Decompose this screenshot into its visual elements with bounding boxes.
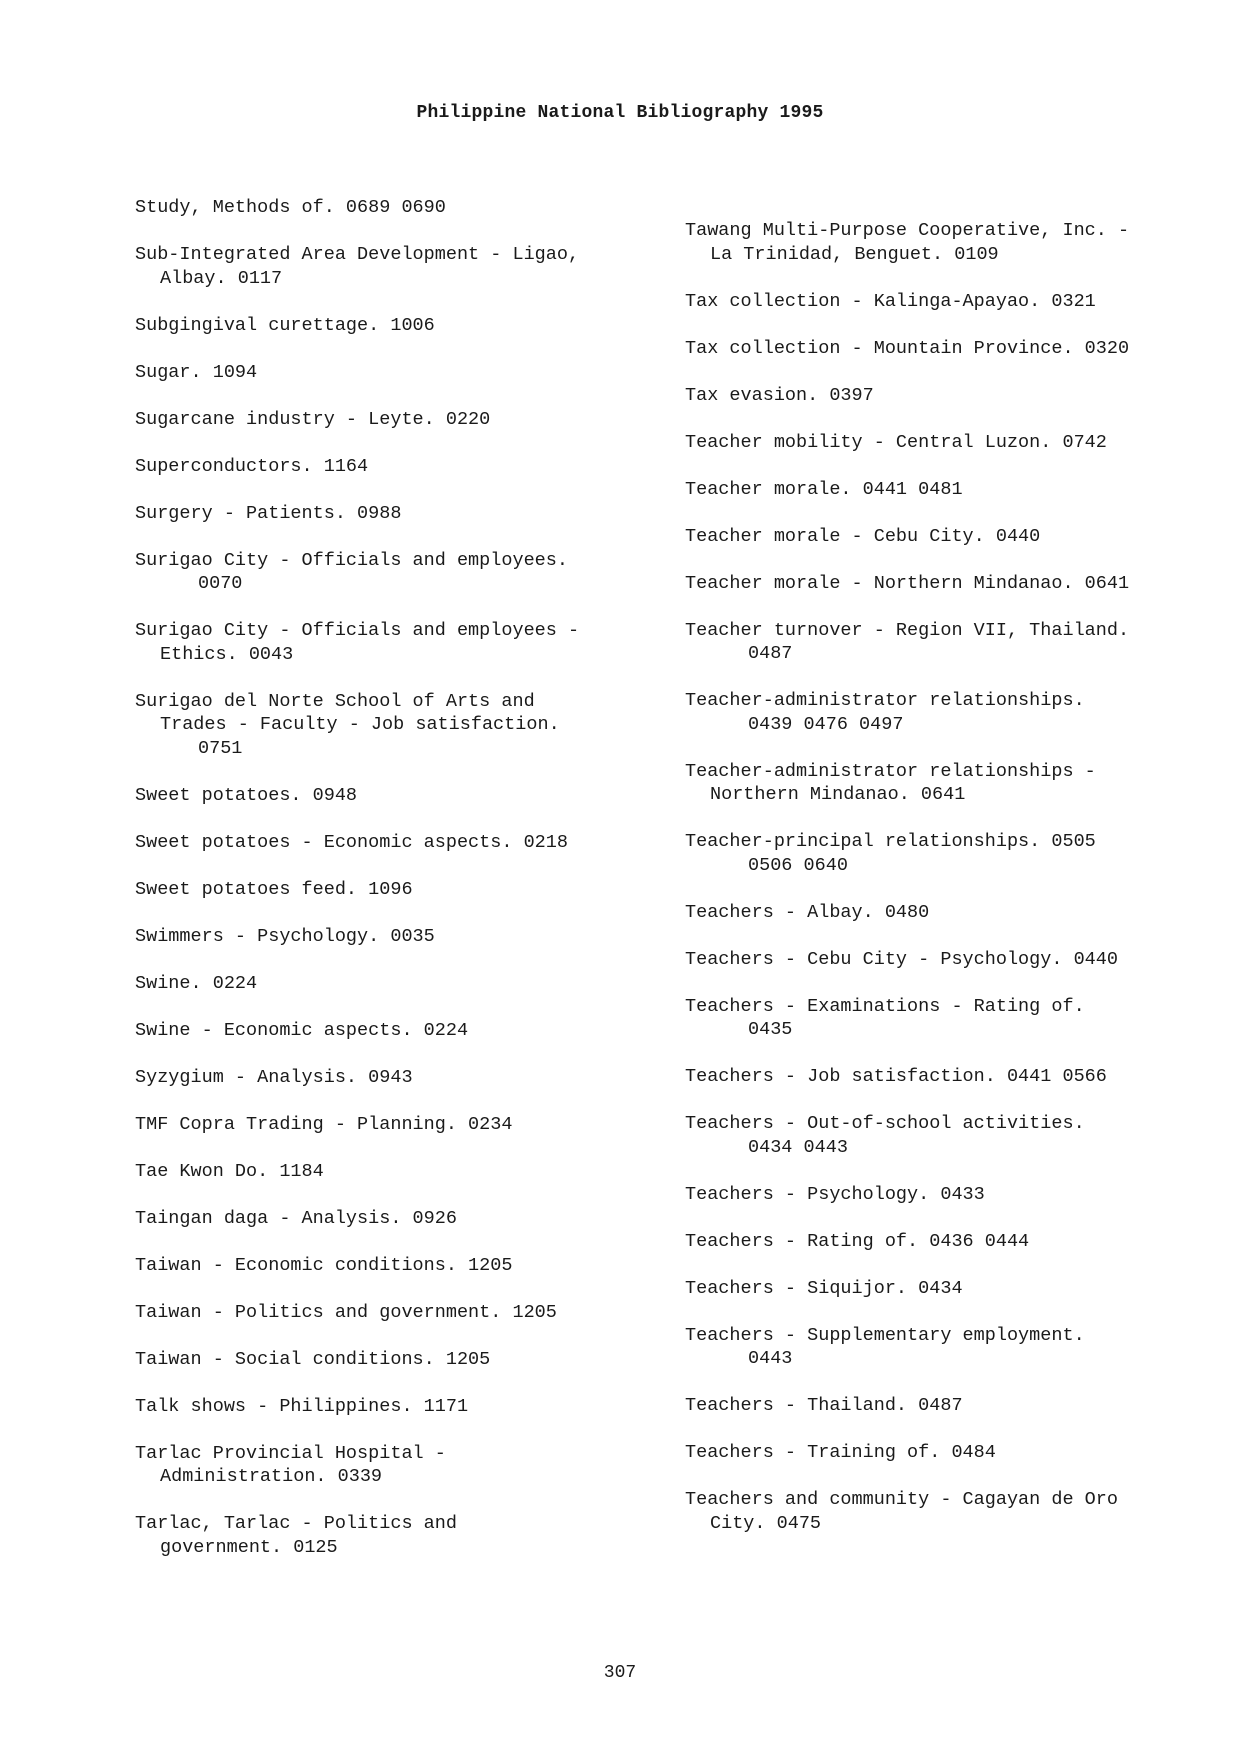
index-entry (135, 314, 655, 338)
index-entry (685, 1277, 1205, 1301)
index-entry (135, 1113, 655, 1137)
index-entry (685, 572, 1205, 596)
index-entry (135, 972, 655, 996)
index-entry (685, 1230, 1205, 1254)
index-entry (685, 1183, 1205, 1207)
index-entry (135, 784, 655, 808)
index-entry-line: Sweet potatoes feed. 1096 (135, 878, 413, 900)
index-entry (685, 689, 1205, 736)
index-entry-line: Tarlac Provincial Hospital - (135, 1442, 446, 1464)
index-entry-line: Teachers - Job satisfaction. 0441 0566 (685, 1066, 1107, 1087)
index-entry (135, 1512, 655, 1559)
index-entry (685, 1065, 1205, 1089)
index-entry-line: Teachers - Albay. 0480 (685, 901, 930, 923)
page-title: Philippine National Bibliography 1995 (416, 103, 824, 123)
index-entry-line: Teacher turnover - Region VII, Thailand. (685, 619, 1130, 641)
index-entry-line: Taiwan - Politics and government. 1205 (135, 1301, 557, 1323)
index-entry-line: government. 0125 (160, 1536, 338, 1558)
index-entry-line: Teachers - Psychology. 0433 (685, 1183, 985, 1205)
index-entry (685, 219, 1205, 266)
index-entry (135, 361, 655, 385)
index-entry-line: Taingan daga - Analysis. 0926 (135, 1207, 457, 1229)
index-entry (135, 831, 655, 855)
index-entry-line: Teachers - Rating of. 0436 0444 (685, 1230, 1030, 1252)
index-entry-line: Study, Methods of. 0689 0690 (135, 197, 446, 218)
index-entry-line: Superconductors. 1164 (135, 455, 369, 477)
index-entry-line: Teacher-administrator relationships. (685, 690, 1085, 711)
index-entry (685, 337, 1205, 361)
index-entry-line: Teachers and community - Cagayan de Oro (685, 1489, 1118, 1510)
index-entry-line: Teacher mobility - Central Luzon. 0742 (685, 431, 1107, 453)
index-entry (135, 408, 655, 432)
index-entry-line: Teachers - Examinations - Rating of. (685, 995, 1085, 1017)
index-entry (135, 1019, 655, 1043)
index-entry-line: 0506 0640 (748, 854, 848, 876)
index-entry (135, 878, 655, 902)
index-entry-line: Syzygium - Analysis. 0943 (135, 1066, 413, 1088)
index-entry (135, 1301, 655, 1325)
index-entry-line: Teacher-administrator relationships - (685, 760, 1096, 782)
index-entry-line: Talk shows - Philippines. 1171 (135, 1395, 469, 1417)
index-entry (685, 290, 1205, 314)
index-entry-line: Sugarcane industry - Leyte. 0220 (135, 408, 491, 430)
index-entry-line: Taiwan - Economic conditions. 1205 (135, 1254, 513, 1276)
index-entry (685, 1324, 1205, 1371)
index-entry (135, 549, 655, 596)
index-entry-line: 0487 (748, 643, 793, 664)
index-entry (685, 431, 1205, 455)
index-entry (685, 1441, 1205, 1465)
index-entry (135, 196, 655, 220)
index-entry-line: TMF Copra Trading - Planning. 0234 (135, 1113, 513, 1135)
index-entry (685, 478, 1205, 502)
index-entry (135, 925, 655, 949)
index-entry-line: Teachers - Training of. 0484 (685, 1442, 996, 1463)
index-entry (135, 619, 655, 666)
index-entry (685, 1394, 1205, 1418)
index-entry (685, 1488, 1205, 1535)
index-entry-line: Ethics. 0043 (160, 643, 294, 665)
index-entry (685, 901, 1205, 925)
index-entry (685, 830, 1205, 877)
index-entry-line: Teacher morale - Cebu City. 0440 (685, 525, 1041, 547)
index-entry (135, 1395, 655, 1419)
index-entry-line: 0434 0443 (748, 1136, 848, 1158)
index-entry (685, 384, 1205, 408)
index-entry (135, 1066, 655, 1090)
index-entry-line: Sub-Integrated Area Development - Ligao, (135, 244, 580, 265)
index-entry-line: Sweet potatoes. 0948 (135, 784, 358, 806)
index-entry (685, 525, 1205, 549)
index-entry-line: 0435 (748, 1019, 793, 1040)
index-entry (685, 1112, 1205, 1159)
index-entry-line: City. 0475 (710, 1512, 822, 1534)
index-entry-line: Teachers - Thailand. 0487 (685, 1395, 963, 1416)
index-entry-line: Surgery - Patients. 0988 (135, 502, 402, 524)
index-entry-line: Teachers - Cebu City - Psychology. 0440 (685, 948, 1118, 970)
index-entry (135, 243, 655, 290)
index-entry-line: Northern Mindanao. 0641 (710, 784, 966, 805)
index-entry-line: 0439 0476 0497 (748, 713, 904, 735)
index-entry-line: Tax collection - Kalinga-Apayao. 0321 (685, 290, 1096, 312)
index-entry (135, 1207, 655, 1231)
index-column-left (135, 196, 655, 1583)
index-entry (685, 760, 1205, 807)
index-entry-line: Surigao City - Officials and employees. (135, 549, 568, 571)
index-entry (135, 455, 655, 479)
index-entry-line: 0443 (748, 1348, 793, 1369)
index-entry-line: Teacher-principal relationships. 0505 (685, 831, 1096, 852)
index-entry-line: Teachers - Siquijor. 0434 (685, 1277, 963, 1299)
index-entry-line: Swimmers - Psychology. 0035 (135, 925, 435, 947)
index-entry (135, 1160, 655, 1184)
index-entry-line: Surigao City - Officials and employees - (135, 620, 580, 641)
index-entry (685, 948, 1205, 972)
index-entry-line: Sweet potatoes - Economic aspects. 0218 (135, 831, 568, 853)
index-entry-line: Teacher morale. 0441 0481 (685, 478, 963, 500)
index-entry (135, 690, 655, 761)
index-entry-line: Teacher morale - Northern Mindanao. 0641 (685, 572, 1130, 594)
index-entry-line: 0070 (198, 573, 243, 594)
index-entry-line: Tawang Multi-Purpose Cooperative, Inc. - (685, 220, 1130, 241)
index-entry-line: La Trinidad, Benguet. 0109 (710, 243, 999, 265)
index-entry-line: Taiwan - Social conditions. 1205 (135, 1348, 491, 1370)
index-entry-line: Sugar. 1094 (135, 361, 258, 383)
index-entry-line: Teachers - Supplementary employment. (685, 1324, 1085, 1346)
index-entry-line: Subgingival curettage. 1006 (135, 314, 435, 336)
index-entry (135, 502, 655, 526)
index-entry-line: Tae Kwon Do. 1184 (135, 1160, 324, 1182)
index-entry-line: Swine - Economic aspects. 0224 (135, 1019, 469, 1041)
index-entry (685, 995, 1205, 1042)
index-entry-line: Albay. 0117 (160, 267, 283, 289)
index-column-right (685, 219, 1205, 1559)
index-entry-line: Trades - Faculty - Job satisfaction. (160, 714, 560, 735)
index-entry (135, 1348, 655, 1372)
index-entry-line: Swine. 0224 (135, 972, 258, 994)
index-entry-line: Administration. 0339 (160, 1466, 383, 1487)
index-entry (135, 1442, 655, 1489)
index-entry-line: 0751 (198, 737, 243, 759)
page-number: 307 (603, 1663, 637, 1683)
index-entry (135, 1254, 655, 1278)
index-entry (685, 619, 1205, 666)
index-entry-line: Tarlac, Tarlac - Politics and (135, 1513, 457, 1534)
index-entry-line: Tax collection - Mountain Province. 0320 (685, 337, 1130, 359)
index-entry-line: Surigao del Norte School of Arts and (135, 690, 535, 712)
index-entry-line: Tax evasion. 0397 (685, 384, 874, 406)
index-entry-line: Teachers - Out-of-school activities. (685, 1113, 1085, 1134)
